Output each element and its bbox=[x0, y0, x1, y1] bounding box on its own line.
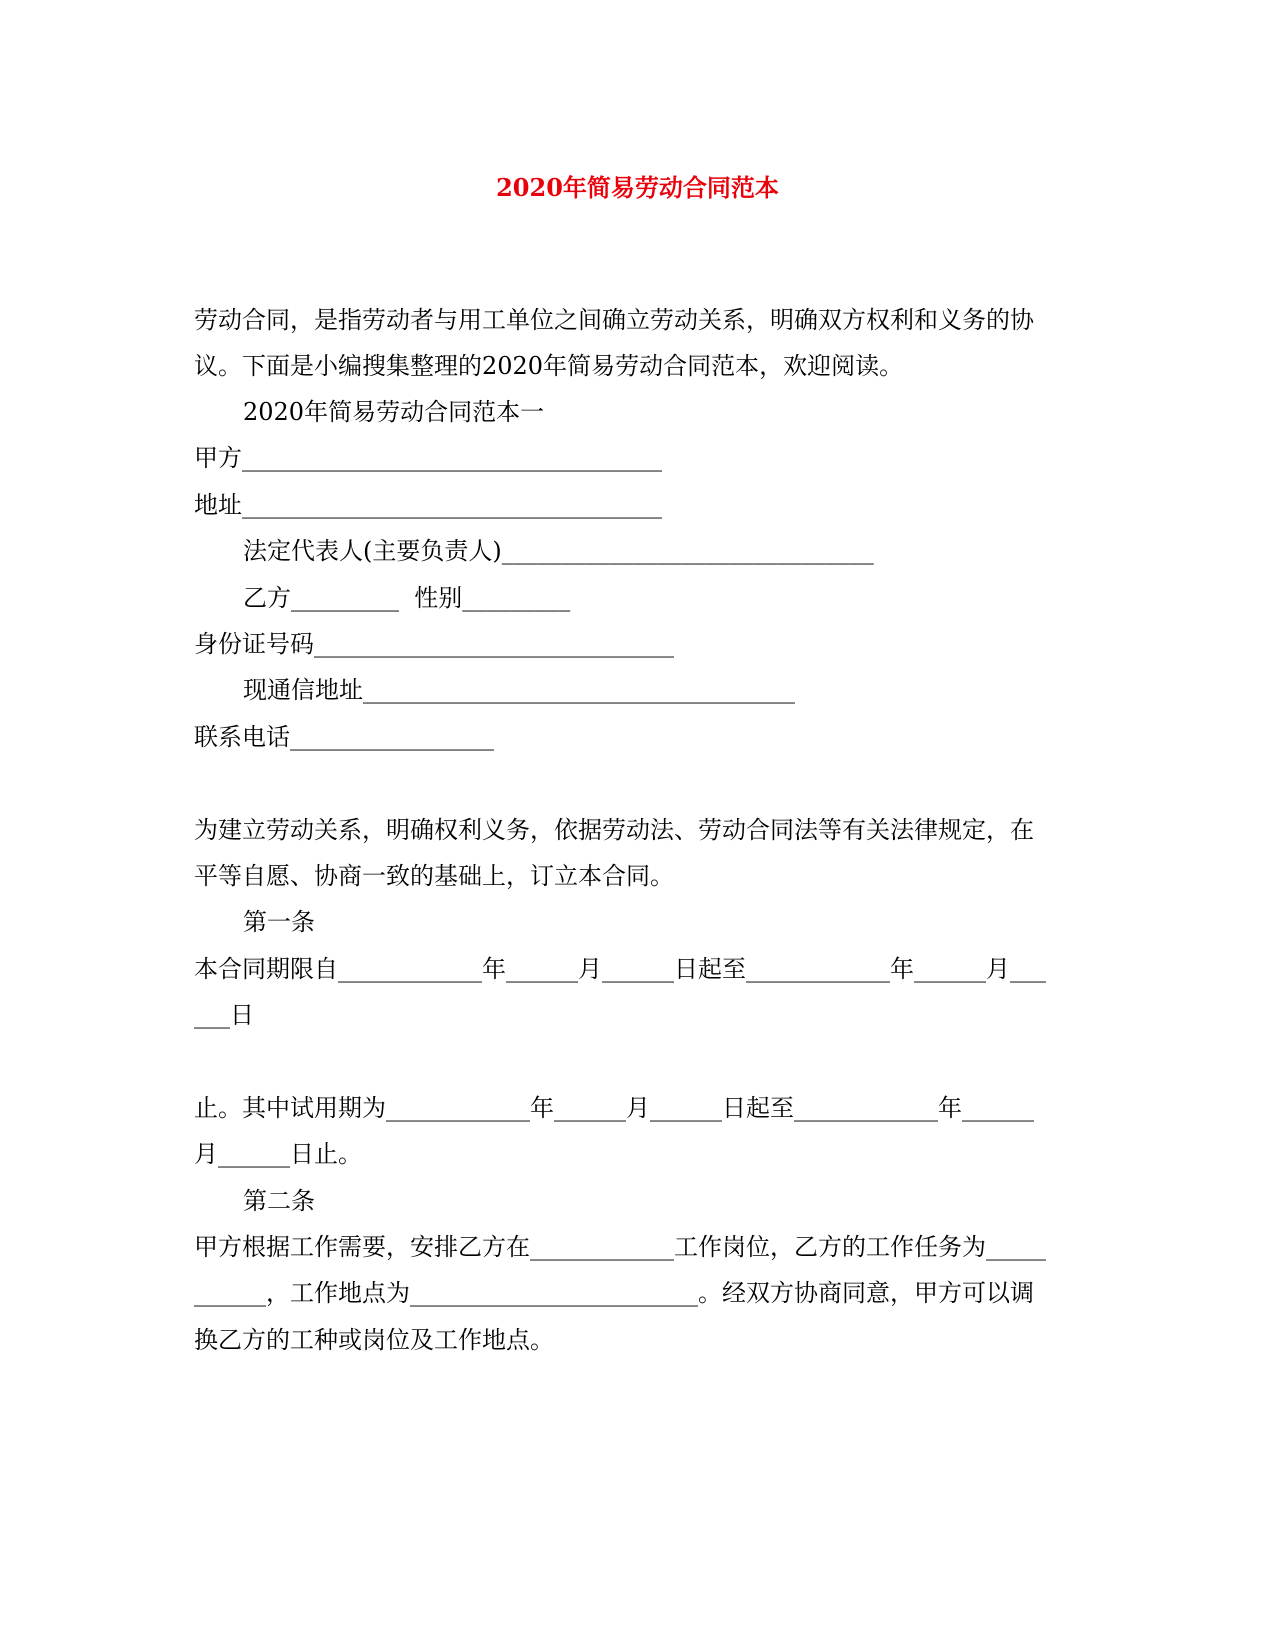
preamble-line-2: 平等自愿、协商一致的基础上，订立本合同。 bbox=[194, 862, 674, 890]
id-number-line: 身份证号码______________________________ bbox=[194, 630, 674, 658]
probation-line-1: 止。其中试用期为____________年______月______日起至____________年______ bbox=[194, 1094, 1034, 1122]
article-one-line-2: ___日 bbox=[194, 1001, 254, 1029]
phone-line: 联系电话_________________ bbox=[194, 723, 494, 751]
article-one-line-1: 本合同期限自____________年______月______日起至____________年______月___ bbox=[194, 955, 1046, 983]
section-heading-sample-one: 2020年简易劳动合同范本一 bbox=[243, 398, 545, 426]
intro-line-2: 议。下面是小编搜集整理的2020年简易劳动合同范本，欢迎阅读。 bbox=[194, 352, 904, 380]
intro-line-1: 劳动合同，是指劳动者与用工单位之间确立劳动关系，明确双方权利和义务的协 bbox=[194, 306, 1034, 334]
article-two-heading: 第二条 bbox=[243, 1187, 315, 1215]
article-one-heading: 第一条 bbox=[243, 908, 315, 936]
article-two-line-2: ______，工作地点为________________________。经双方协商同意，甲方可以调 bbox=[194, 1279, 1034, 1307]
probation-line-2: 月______日止。 bbox=[194, 1140, 362, 1168]
document-title: 2020年简易劳动合同范本 bbox=[496, 173, 779, 202]
article-two-line-3: 换乙方的工种或岗位及工作地点。 bbox=[194, 1326, 554, 1354]
party-b-gender-line: 乙方_________ 性别_________ bbox=[243, 584, 571, 612]
article-two-line-1: 甲方根据工作需要，安排乙方在____________工作岗位，乙方的工作任务为_____ bbox=[194, 1233, 1046, 1261]
legal-representative-line: 法定代表人(主要负责人)_______________________________ bbox=[243, 537, 874, 565]
mailing-address-line: 现通信地址____________________________________ bbox=[243, 676, 795, 704]
preamble-line-1: 为建立劳动关系，明确权利义务，依据劳动法、劳动合同法等有关法律规定，在 bbox=[194, 816, 1034, 844]
party-a-line: 甲方___________________________________ bbox=[194, 444, 662, 472]
address-line: 地址___________________________________ bbox=[194, 491, 662, 519]
